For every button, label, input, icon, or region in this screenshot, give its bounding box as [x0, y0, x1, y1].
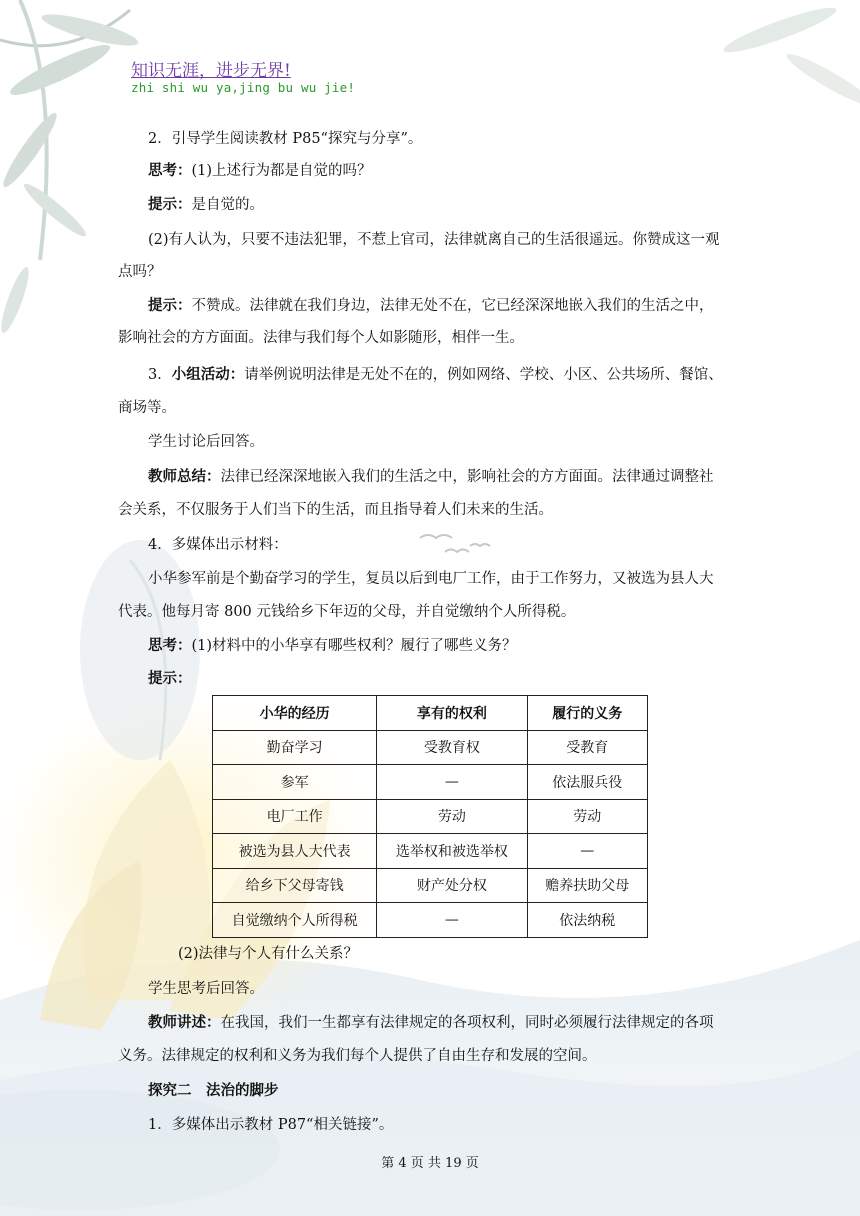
paragraph-continued: 义务。法律规定的权利和义务为我们每个人提供了自由生存和发展的空间。 [118, 1048, 597, 1064]
table-cell: 自觉缴纳个人所得税 [213, 903, 377, 938]
label-hint: 提示： [148, 670, 192, 687]
paragraph: 1．多媒体出示教材 P87“相关链接”。 [148, 1117, 394, 1133]
table-cell: 给乡下父母寄钱 [213, 868, 377, 903]
label-teacher-summary: 教师总结： [148, 468, 221, 485]
table-cell: 受教育权 [377, 730, 527, 765]
table-header-cell: 享有的权利 [377, 696, 527, 731]
paragraph-continued: 商场等。 [118, 400, 176, 416]
paragraph: 思考：(1)材料中的小华享有哪些权利？履行了哪些义务？ [148, 637, 517, 654]
paragraph [148, 669, 192, 689]
paragraph: 提示：是自觉的。 [148, 196, 264, 213]
table-cell: 受教育 [527, 730, 647, 765]
rights-duties-table [212, 695, 648, 938]
table-cell: 劳动 [377, 799, 527, 834]
label-group-activity: 小组活动： [171, 366, 245, 383]
paragraph: 2．引导学生阅读教材 P85“探究与分享”。 [148, 131, 423, 147]
table-cell: 财产处分权 [377, 868, 527, 903]
header-slogan: 知识无涯，进步无界! [131, 61, 291, 81]
label-think: 思考： [148, 162, 192, 179]
paragraph: 学生讨论后回答。 [148, 434, 264, 450]
label-hint: 提示： [148, 196, 192, 213]
paragraph: 教师总结：法律已经深深地嵌入我们的生活之中，影响社会的方方面面。法律通过调整社 [148, 468, 714, 485]
table-cell: 被选为县人大代表 [213, 834, 377, 869]
table-cell: — [377, 903, 527, 938]
paragraph: 小华参军前是个勤奋学习的学生，复员以后到电厂工作，由于工作努力，又被选为县人大 [148, 571, 714, 587]
table-cell: 依法服兵役 [527, 765, 647, 800]
table-cell: 勤奋学习 [213, 730, 377, 765]
paragraph: 思考：(1)上述行为都是自觉的吗？ [148, 162, 372, 179]
table-cell: 选举权和被选举权 [377, 834, 527, 869]
table-cell: 依法纳税 [527, 903, 647, 938]
paragraph-continued: 会关系，不仅服务于人们当下的生活，而且指导着人们未来的生活。 [118, 502, 553, 518]
table-header-row [213, 696, 648, 731]
table-row [213, 799, 648, 834]
table-cell: 参军 [213, 765, 377, 800]
label-hint: 提示： [148, 297, 192, 314]
table-cell: 赡养扶助父母 [527, 868, 647, 903]
page-indicator: 第 4 页 共 19 页 [381, 1156, 479, 1171]
paragraph: 4．多媒体出示材料： [148, 537, 288, 553]
paragraph-continued: 代表。他每月寄 800 元钱给乡下年迈的父母，并自觉缴纳个人所得税。 [118, 604, 576, 620]
table-row [213, 834, 648, 869]
table-row [213, 868, 648, 903]
label-teacher-lecture: 教师讲述： [148, 1014, 221, 1031]
paragraph: 提示：不赞成。法律就在我们身边，法律无处不在，它已经深深地嵌入我们的生活之中， [148, 297, 714, 314]
label-think: 思考： [148, 637, 192, 654]
paragraph: 教师讲述：在我国，我们一生都享有法律规定的各项权利，同时必须履行法律规定的各项 [148, 1014, 714, 1031]
table-cell: — [527, 834, 647, 869]
table-row [213, 903, 648, 938]
paragraph: (2)有人认为，只要不违法犯罪，不惹上官司，法律就离自己的生活很遥远。你赞成这一观 [148, 232, 720, 248]
table-row [213, 730, 648, 765]
section-heading: 探究二 法治的脚步 [148, 1082, 279, 1099]
table-header-cell: 履行的义务 [527, 696, 647, 731]
paragraph: 学生思考后回答。 [148, 981, 264, 997]
table-header-cell: 小华的经历 [213, 696, 377, 731]
paragraph-continued: 影响社会的方方面面。法律与我们每个人如影随形，相伴一生。 [118, 330, 524, 346]
paragraph: 3．小组活动：请举例说明法律是无处不在的，例如网络、学校、小区、公共场所、餐馆、 [148, 366, 723, 383]
table-cell: — [377, 765, 527, 800]
table-cell: 电厂工作 [213, 799, 377, 834]
paragraph-continued: 点吗？ [118, 264, 162, 280]
paragraph: (2)法律与个人有什么关系？ [178, 946, 359, 962]
table-row [213, 765, 648, 800]
header-pinyin: zhi shi wu ya,jing bu wu jie! [131, 80, 356, 95]
table-cell: 劳动 [527, 799, 647, 834]
